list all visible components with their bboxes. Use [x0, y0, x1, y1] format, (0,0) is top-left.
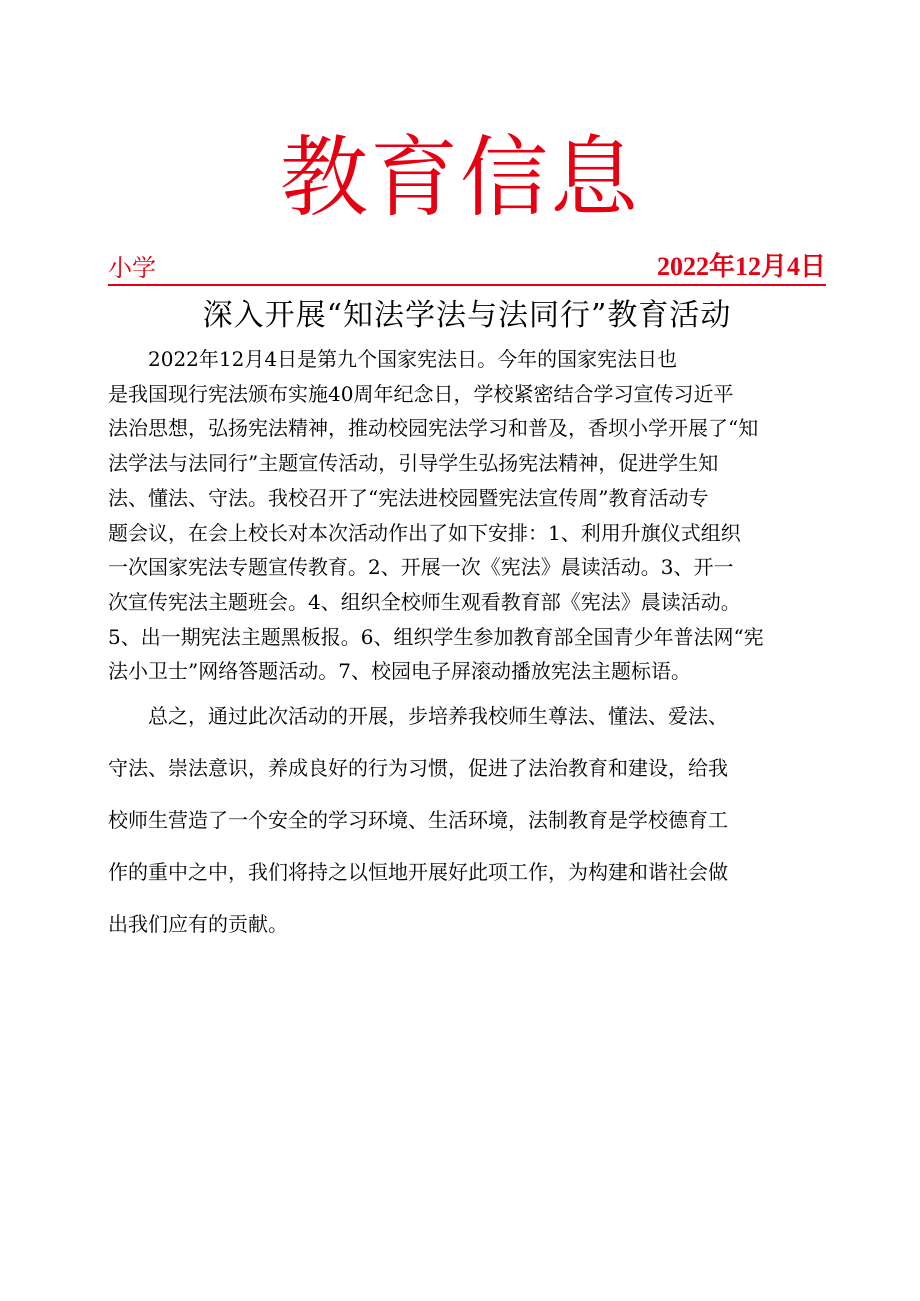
- paragraph-line: 守法、崇法意识，养成良好的行为习惯，促进了法治教育和建设，给我: [108, 756, 728, 780]
- article-paragraph-2: [108, 690, 848, 950]
- section-label: 小学: [108, 254, 156, 282]
- paragraph-line: 题会议，在会上校长对本次活动作出了如下安排：1、利用升旗仪式组织: [108, 520, 741, 545]
- paragraph-line: 法小卫士”网络答题活动。7、校园电子屏滚动播放宪法主题标语。: [108, 659, 691, 684]
- paragraph-line: 次宣传宪法主题班会。4、组织全校师生观看教育部《宪法》晨读活动。: [108, 589, 741, 614]
- paragraph-line: 一次国家宪法专题宣传教育。2、开展一次《宪法》晨读活动。3、开一: [108, 555, 734, 580]
- paragraph-line: 法学法与法同行”主题宣传活动，引导学生弘扬宪法精神，促进学生知: [108, 451, 719, 476]
- paragraph-line: 法、懂法、守法。我校召开了“宪法进校园暨宪法宣传周”教育活动专: [108, 485, 709, 510]
- paragraph-line: 2022年12月4日是第九个国家宪法日。今年的国家宪法日也: [108, 347, 678, 371]
- paragraph-line: 是我国现行宪法颁布实施40周年纪念日，学校紧密结合学习宣传习近平: [108, 381, 734, 406]
- paragraph-line: 总之，通过此次活动的开展，步培养我校师生尊法、懂法、爱法、: [108, 704, 728, 728]
- article-paragraph-1: [108, 342, 848, 689]
- paragraph-line: 法治思想，弘扬宪法精神，推动校园宪法学习和普及，香坝小学开展了“知: [108, 416, 759, 441]
- masthead-title: 教育信息: [279, 126, 640, 229]
- article-title: 深入开展“知法学法与法同行”教育活动: [202, 298, 732, 333]
- issue-date: 2022年12月4日: [656, 252, 826, 281]
- issue-header-rule: [108, 250, 826, 286]
- paragraph-line: 作的重中之中，我们将持之以恒地开展好此项工作，为构建和谐社会做: [108, 860, 728, 884]
- paragraph-line: 5、出一期宪法主题黑板报。6、组织学生参加教育部全国青少年普法网“宪: [108, 624, 764, 649]
- paragraph-line: 校师生营造了一个安全的学习环境、生活环境，法制教育是学校德育工: [108, 808, 728, 832]
- paragraph-line: 出我们应有的贡献。: [108, 912, 288, 936]
